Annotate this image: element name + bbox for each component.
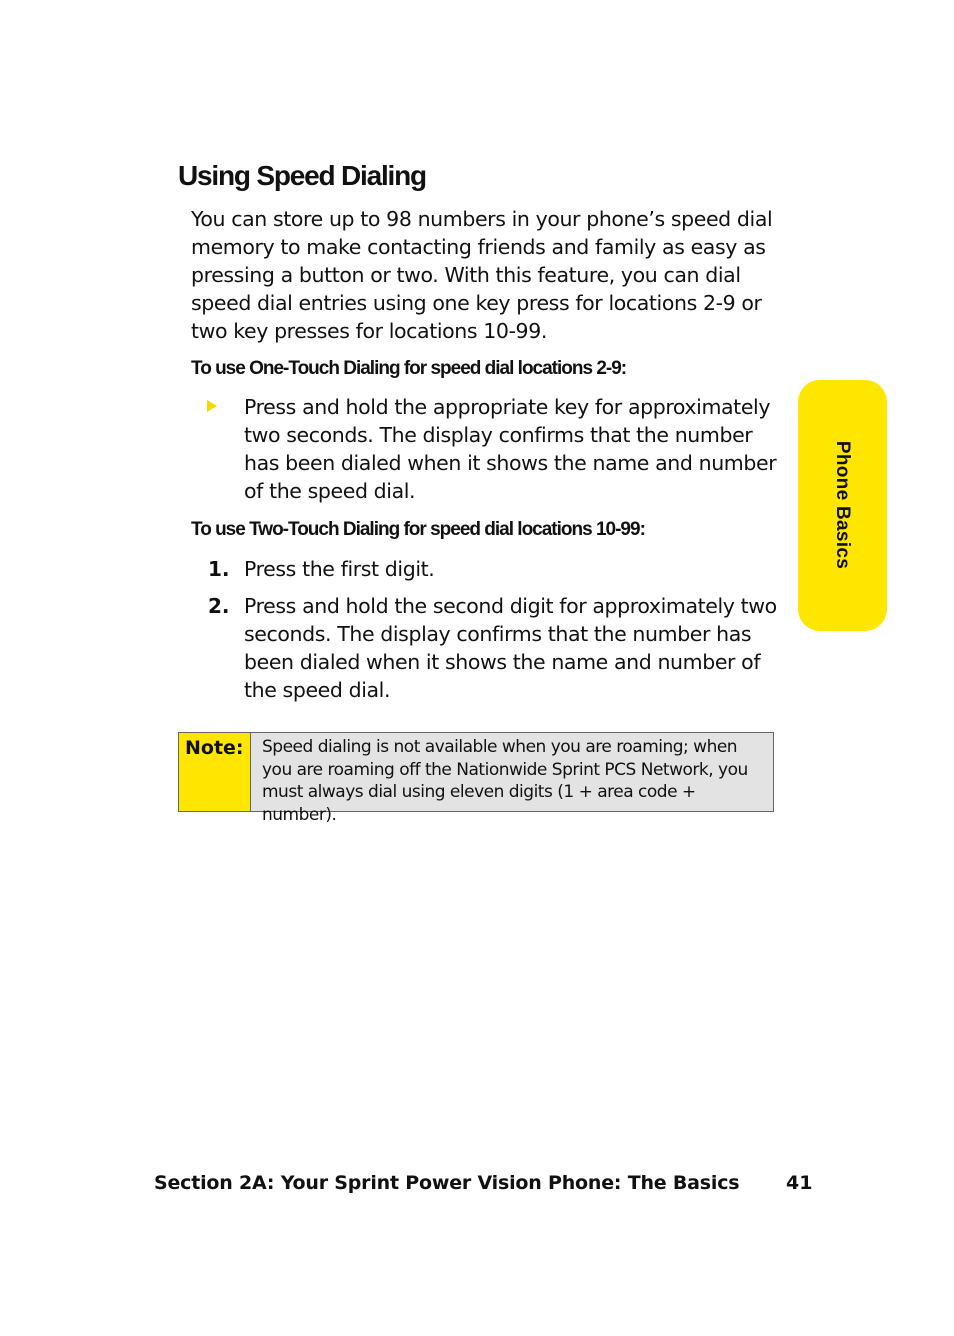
note-text: Speed dialing is not available when you are roaming; when you are roaming off the Nationwide Sprint PCS Network, you must always dial using eleven digits (1 + area code + number).: [251, 733, 773, 811]
page-number: 41: [786, 1172, 813, 1194]
intro-paragraph: You can store up to 98 numbers in your phone’s speed dial memory to make contacting friends and family as easy as pressing a button or two. With this feature, you can dial speed dial entries using one key press for locations 2-9 or two key presses for locations 10-99.: [191, 207, 773, 343]
section-side-tab: [798, 380, 887, 631]
side-tab-label: Phone Basics: [832, 440, 853, 570]
one-touch-heading: To use One-Touch Dialing for speed dial locations 2-9:: [191, 358, 627, 379]
two-touch-heading: To use Two-Touch Dialing for speed dial locations 10-99:: [191, 519, 645, 540]
footer-section-title: Section 2A: Your Sprint Power Vision Phone: The Basics: [154, 1172, 740, 1194]
one-touch-bullet-text: Press and hold the appropriate key for approximately two seconds. The display confirms that the number has been dialed when it shows the name and number of the speed dial.: [244, 395, 777, 503]
triangle-bullet-icon: [207, 400, 217, 412]
note-label: Note:: [179, 733, 251, 811]
note-box: [178, 732, 774, 825]
step-number-2: 2.: [208, 594, 230, 618]
page-title: Using Speed Dialing: [178, 160, 426, 191]
step-text-1: Press the first digit.: [244, 557, 435, 581]
step-number-1: 1.: [208, 557, 230, 581]
step-text-2: Press and hold the second digit for approximately two seconds. The display confirms that the number has been dialed when it shows the name and number of the speed dial.: [244, 594, 777, 702]
